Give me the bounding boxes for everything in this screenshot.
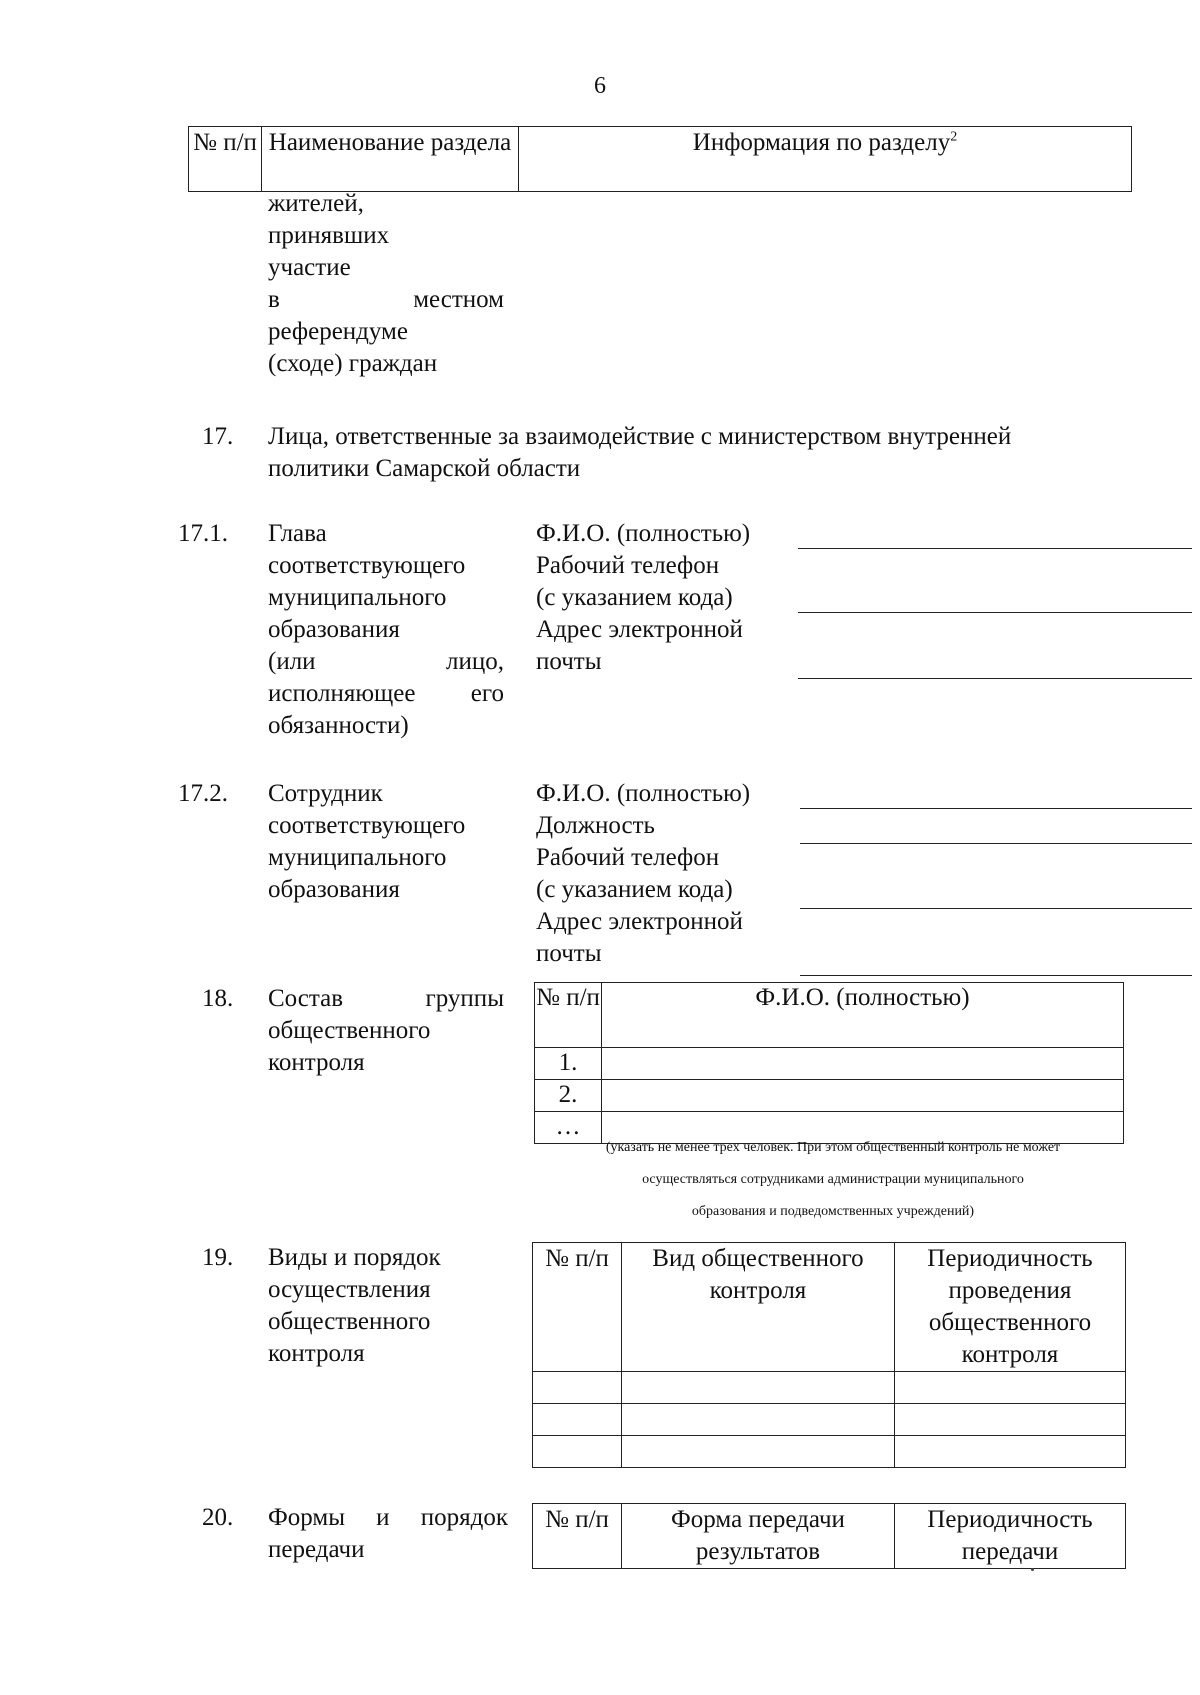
carryover-line: участие [268, 254, 351, 281]
table-cell[interactable] [533, 1404, 622, 1436]
section-20-name-line: передачи [268, 1536, 365, 1563]
section-17-1-name [268, 518, 504, 742]
carryover-line: референдуме [268, 318, 408, 345]
carryover-text [268, 188, 504, 380]
section-18-name-line: Состав группы [268, 985, 504, 1012]
blank-line-email[interactable] [800, 975, 1192, 976]
note-line: осуществляться сотрудниками администрации муниципального [642, 1172, 1024, 1187]
page-number: 6 [594, 73, 606, 99]
table-cell-fio[interactable] [602, 1080, 1124, 1112]
footnote-marker: 2 [950, 129, 958, 145]
table-row [533, 1436, 1126, 1468]
section-19-table [532, 1242, 1126, 1468]
section-17-1-name-line: муниципального [268, 584, 447, 611]
header-col-num: № п/п [189, 127, 262, 192]
section-17-1-name-line: исполняющее его [268, 680, 504, 707]
blank-line-phone[interactable] [798, 612, 1192, 613]
section-18-number: 18. [202, 985, 234, 1012]
section-18-name [268, 983, 504, 1079]
section-17-2-name-line: муниципального [268, 844, 447, 871]
table-header-num: № п/п [533, 1504, 622, 1569]
section-19-name-line: Виды и порядок [268, 1244, 441, 1271]
table-row [533, 1404, 1126, 1436]
section-20-name-line: Формы и порядок [268, 1504, 508, 1531]
section-19-name-line: контроля [268, 1340, 365, 1367]
header-col-info-text: Информация по разделу [692, 129, 951, 156]
table-cell[interactable] [533, 1436, 622, 1468]
table-cell[interactable] [533, 1372, 622, 1404]
table-cell[interactable] [622, 1372, 895, 1404]
section-17-1-name-line: (или лицо, [268, 648, 504, 675]
table-header-num: № п/п [535, 983, 602, 1048]
section-17-title-line: Лица, ответственные за взаимодействие с министерством внутренней [268, 423, 1012, 450]
table-header-form: Форма передачи результатов [622, 1504, 895, 1569]
section-17-1-name-line: образования [268, 616, 400, 643]
field-label-phone: Рабочий телефон [536, 552, 720, 579]
section-19-name-line: осуществления [268, 1276, 431, 1303]
table-cell[interactable] [622, 1436, 895, 1468]
field-label-phone-code: (с указанием кода) [536, 584, 733, 611]
field-label-fio: Ф.И.О. (полностью) [536, 780, 751, 807]
section-19-name [268, 1242, 504, 1370]
table-header-period: Периодичность передачи [895, 1504, 1126, 1569]
field-label-position: Должность [536, 812, 655, 839]
blank-line-fio[interactable] [800, 808, 1192, 809]
field-label-email: Адрес электронной [536, 616, 743, 643]
field-label-phone-code: (с указанием кода) [536, 876, 733, 903]
header-table [188, 126, 1132, 192]
section-18-name-line: общественного [268, 1017, 431, 1044]
table-header-period: Периодичность проведения общественного контроля [895, 1243, 1126, 1372]
note-line: образования и подведомственных учреждений) [691, 1204, 975, 1219]
table-cell-num: 2. [535, 1080, 602, 1112]
note-line: (указать не менее трех человек. При этом общественный контроль не может [605, 1140, 1061, 1155]
field-label-email-cont: почты [536, 648, 602, 675]
table-cell[interactable] [895, 1372, 1126, 1404]
section-17-2-number: 17.2. [178, 780, 228, 807]
section-17-1-name-line: обязанности) [268, 712, 409, 739]
blank-line-position[interactable] [800, 843, 1192, 844]
carryover-line: жителей, [268, 190, 364, 217]
section-19-name-line: общественного [268, 1308, 431, 1335]
table-cell-fio[interactable] [602, 1048, 1124, 1080]
table-cell-num: 1. [535, 1048, 602, 1080]
field-label-email-cont: почты [536, 940, 602, 967]
blank-line-phone[interactable] [800, 908, 1192, 909]
section-17-1-number: 17.1. [178, 520, 228, 547]
section-17-2-name-line: соответствующего [268, 812, 466, 839]
blank-line-email[interactable] [798, 678, 1192, 679]
table-header-fio: Ф.И.О. (полностью) [602, 983, 1124, 1048]
section-17-2-name-line: Сотрудник [268, 780, 383, 807]
carryover-line: в местном [268, 286, 504, 313]
section-20-name [268, 1502, 508, 1566]
table-row [535, 1048, 1124, 1080]
table-cell-num: … [535, 1112, 602, 1144]
section-18-name-line: контроля [268, 1049, 365, 1076]
field-label-email: Адрес электронной [536, 908, 743, 935]
section-19-number: 19. [202, 1244, 234, 1271]
table-header-type: Вид общественного контроля [622, 1243, 895, 1372]
section-17-title [268, 421, 1128, 485]
table-row [535, 1080, 1124, 1112]
header-col-name: Наименование раздела [262, 127, 519, 192]
table-cell[interactable] [622, 1404, 895, 1436]
section-17-1-name-line: Глава [268, 520, 327, 547]
section-17-1-fields [536, 518, 796, 678]
section-17-title-line: политики Самарской области [268, 455, 581, 482]
blank-line-fio[interactable] [798, 548, 1192, 549]
section-20-number: 20. [202, 1504, 234, 1531]
section-17-2-fields [536, 778, 796, 970]
carryover-line: (сходе) граждан [268, 350, 438, 377]
section-18-note [520, 1132, 1146, 1228]
table-header-num: № п/п [533, 1243, 622, 1372]
field-label-phone: Рабочий телефон [536, 844, 720, 871]
section-17-2-name-line: образования [268, 876, 400, 903]
table-cell[interactable] [895, 1436, 1126, 1468]
header-col-info [519, 127, 1132, 192]
section-17-2-name [268, 778, 504, 906]
table-row [533, 1372, 1126, 1404]
table-cell[interactable] [895, 1404, 1126, 1436]
section-17-1-name-line: соответствующего [268, 552, 466, 579]
carryover-line: принявших [268, 222, 390, 249]
section-17-number: 17. [202, 423, 234, 450]
field-label-fio: Ф.И.О. (полностью) [536, 520, 751, 547]
section-20-table [532, 1503, 1126, 1569]
scan-dot [1031, 1568, 1034, 1571]
section-18-table [534, 982, 1124, 1144]
